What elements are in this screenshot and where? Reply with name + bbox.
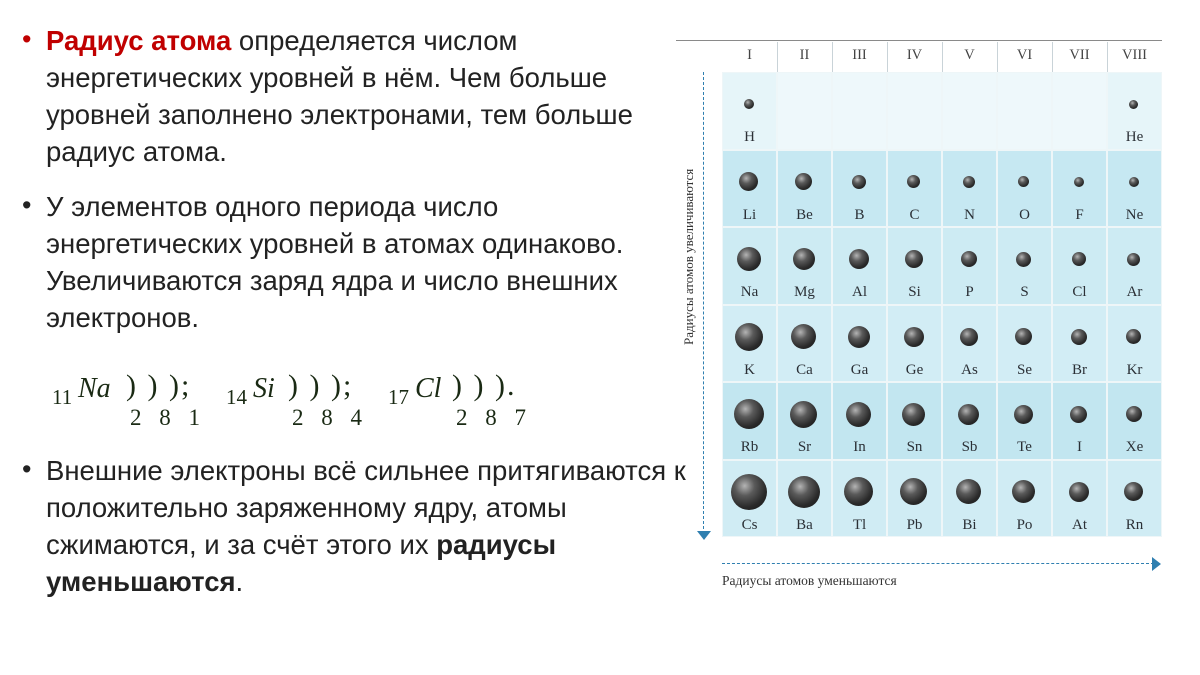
- element-symbol-Se: Se: [1017, 361, 1032, 378]
- element-symbol-B: B: [854, 206, 865, 223]
- element-symbol-Si: Si: [908, 284, 921, 300]
- group-header-VII: VII: [1069, 47, 1090, 63]
- element-symbol-H: H: [744, 129, 755, 145]
- highlight-radii-decrease: радиусы уменьшаются: [46, 529, 557, 597]
- element-symbol-Sb: Sb: [961, 439, 978, 455]
- element-symbol-C: C: [909, 206, 920, 223]
- bullet-dot: •: [22, 454, 32, 484]
- bullet-text: Внешние электроны всё сильнее притягиваются к положительно заряженному ядру, атомы сжимаются, и за счёт этого их: [46, 455, 686, 560]
- atom-P: [961, 251, 977, 267]
- formula-atomic-number: 14: [226, 385, 247, 409]
- atom-Se: [1015, 328, 1032, 345]
- group-header-IV: IV: [906, 47, 923, 63]
- table-top-rule: [676, 40, 1162, 41]
- element-symbol-Ba: Ba: [796, 516, 813, 533]
- horizontal-arrow: [722, 563, 1154, 564]
- atom-F: [1074, 177, 1084, 187]
- table-cell: [832, 72, 887, 150]
- element-symbol-Tl: Tl: [852, 516, 867, 533]
- formula-shells: ) ) ).: [452, 369, 517, 402]
- atom-I: [1070, 406, 1087, 423]
- table-cell: [1052, 72, 1107, 150]
- element-symbol-He: He: [1125, 129, 1144, 145]
- header-separator: [887, 42, 888, 72]
- atom-Te: [1014, 405, 1033, 424]
- arrow-right-icon: [1152, 557, 1161, 571]
- element-symbol-Na: Na: [740, 284, 759, 300]
- element-symbol-Ne: Ne: [1125, 206, 1144, 223]
- bullet-text-end: .: [235, 566, 244, 597]
- atom-H: [744, 99, 754, 109]
- table-cell: [942, 72, 997, 150]
- element-symbol-P: P: [965, 284, 974, 300]
- element-symbol-Be: Be: [796, 206, 813, 223]
- bullet-text: У элементов одного периода число энергетических уровней в атомах одинаково. Увеличиваются заряд ядра и число внешних электронов.: [46, 191, 624, 333]
- atom-Sb: [958, 404, 979, 425]
- header-separator: [1107, 42, 1108, 72]
- atom-O: [1018, 176, 1029, 187]
- bullet-dot: •: [22, 24, 32, 54]
- element-symbol-At: At: [1072, 516, 1087, 533]
- element-symbol-Li: Li: [742, 206, 757, 223]
- group-header-III: III: [852, 47, 867, 63]
- atom-Rn: [1124, 482, 1143, 501]
- element-symbol-Xe: Xe: [1125, 439, 1144, 455]
- highlight-atom-radius: Радиус атома: [46, 25, 232, 56]
- element-symbol-Kr: Kr: [1126, 361, 1143, 378]
- element-symbol-As: As: [961, 361, 978, 378]
- atom-B: [852, 175, 866, 189]
- atom-Kr: [1126, 329, 1141, 344]
- element-symbol-Al: Al: [852, 284, 867, 300]
- atom-N: [963, 176, 975, 188]
- atom-Ar: [1127, 253, 1140, 266]
- atom-C: [907, 175, 920, 188]
- atom-Tl: [844, 477, 873, 506]
- element-symbol-Pb: Pb: [906, 516, 923, 533]
- atom-Ca: [791, 324, 816, 349]
- atom-Pb: [900, 478, 927, 505]
- horizontal-axis-label: Радиусы атомов уменьшаются: [722, 573, 897, 588]
- atom-Ge: [904, 327, 924, 347]
- atom-At: [1069, 482, 1089, 502]
- table-cell: [887, 72, 942, 150]
- element-symbol-F: F: [1075, 206, 1084, 223]
- element-symbol-Te: Te: [1017, 439, 1032, 455]
- atom-Br: [1071, 329, 1087, 345]
- atom-He: [1129, 100, 1138, 109]
- atom-Cl: [1072, 252, 1086, 266]
- group-header-I: I: [747, 47, 752, 63]
- atom-Ba: [788, 476, 820, 508]
- header-separator: [777, 42, 778, 72]
- element-symbol-Po: Po: [1016, 516, 1033, 533]
- formula-electrons: 2 8 1: [130, 405, 206, 430]
- table-cell: [777, 72, 832, 150]
- atom-In: [846, 402, 871, 427]
- atom-Be: [795, 173, 812, 190]
- element-symbol-Ar: Ar: [1126, 284, 1143, 300]
- element-symbol-Cl: Cl: [1072, 284, 1087, 300]
- header-separator: [832, 42, 833, 72]
- formula-shells: ) ) );: [126, 369, 192, 402]
- element-symbol-In: In: [853, 439, 866, 455]
- header-separator: [942, 42, 943, 72]
- formula-symbol: Si: [253, 373, 275, 404]
- table-cell: [997, 72, 1052, 150]
- formula-electrons: 2 8 4: [292, 405, 368, 430]
- element-symbol-Sn: Sn: [906, 439, 923, 455]
- bullet-text: определяется числом энергетических уровней в нём. Чем больше уровней заполнено электронами, тем больше радиус атома.: [46, 25, 633, 167]
- vertical-arrow: [703, 72, 704, 534]
- atom-Mg: [793, 248, 815, 270]
- atom-Xe: [1126, 406, 1142, 422]
- atom-Rb: [734, 399, 764, 429]
- group-header-VI: VI: [1016, 47, 1033, 63]
- atom-Sr: [790, 401, 817, 428]
- atom-Li: [739, 172, 758, 191]
- arrow-down-icon: [697, 531, 711, 540]
- element-symbol-Ga: Ga: [850, 361, 869, 378]
- element-symbol-Cs: Cs: [741, 516, 758, 533]
- element-symbol-Rb: Rb: [740, 439, 759, 455]
- formula-atomic-number: 11: [52, 385, 73, 409]
- element-symbol-S: S: [1020, 284, 1029, 300]
- header-separator: [1052, 42, 1053, 72]
- element-symbol-Bi: Bi: [962, 516, 977, 533]
- atom-Cs: [731, 474, 767, 510]
- group-header-II: II: [799, 47, 810, 63]
- element-symbol-Sr: Sr: [797, 439, 812, 455]
- formula-atomic-number: 17: [388, 385, 409, 409]
- element-symbol-K: K: [744, 361, 755, 378]
- atom-Bi: [956, 479, 981, 504]
- atom-As: [960, 328, 978, 346]
- atom-Po: [1012, 480, 1035, 503]
- atom-S: [1016, 252, 1031, 267]
- atom-K: [735, 323, 763, 351]
- element-symbol-Ge: Ge: [905, 361, 924, 378]
- formula-symbol: Cl: [415, 373, 442, 404]
- vertical-axis-label: Радиусы атомов увеличиваются: [681, 168, 696, 345]
- group-header-V: V: [964, 47, 975, 63]
- element-symbol-Rn: Rn: [1125, 516, 1144, 533]
- atom-Sn: [902, 403, 925, 426]
- atom-Na: [737, 247, 761, 271]
- formula-symbol: Na: [78, 373, 111, 404]
- formula-electrons: 2 8 7: [456, 405, 532, 430]
- element-symbol-Ca: Ca: [796, 361, 813, 378]
- header-separator: [997, 42, 998, 72]
- group-header-VIII: VIII: [1122, 47, 1147, 63]
- atom-Si: [905, 250, 923, 268]
- atom-Ne: [1129, 177, 1139, 187]
- element-symbol-Br: Br: [1072, 361, 1087, 378]
- element-symbol-Mg: Mg: [794, 284, 815, 300]
- element-symbol-I: I: [1077, 439, 1082, 455]
- atom-Al: [849, 249, 869, 269]
- atom-Ga: [848, 326, 870, 348]
- bullet-dot: •: [22, 190, 32, 220]
- element-symbol-N: N: [964, 206, 975, 223]
- formula-shells: ) ) );: [288, 369, 354, 402]
- element-symbol-O: O: [1019, 206, 1030, 223]
